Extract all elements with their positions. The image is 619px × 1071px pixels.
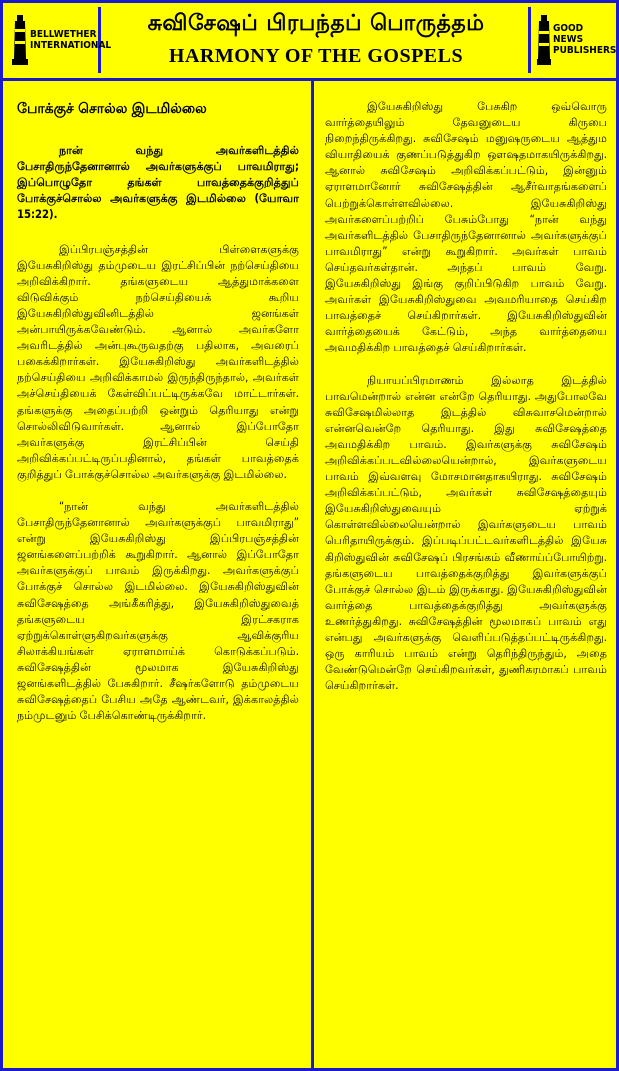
header <box>3 3 616 81</box>
right-paragraph-2: நியாயப்பிரமாணம் இல்லாத இடத்தில் பாவமென்றால் என்ன என்றே தெரியாது. அதுபோலவே சுவிசேஷமில்லாத இடத்தில் விசுவாசமென்றால் என்னவென்றே தெரியாது. இது சுவிசேஷத்தை அவமதிக்கிற பாவம். இவர்களுக்கு சுவிசேஷம் அறிவிக்கப்படவில்லையென்றால், இவர்களுடைய பாவம் இவ்வளவு மோசமானதாகயிராது. சுவிசேஷம் அறிவிக்கப்பட்டும், அவர்கள் சுவிசேஷத்தையும் இயேசுகிறிஸ்துவையும் ஏற்றுக் கொள்ளவில்லையென்றால் இவர்களுடைய பாவம் பெரிதாயிருக்கும். இப்படிப்பட்டவர்களிடத்தில் இயேசு கிறிஸ்துவின் சுவிசேஷப் பிரசங்கம் வீணாய்ப்போயிற்று. தங்களுடைய பாவத்தைக்குறித்து இவர்களுக்குப் போக்குச் சொல்ல இடம் இருக்காது. இயேசுகிறிஸ்துவின் வார்த்தை பாவத்தைக்குறித்து அவர்களுக்கு உணர்த்துகிறது. சுவிசேஷத்தின் மூலமாகப் பாவம் எது என்பது அவர்களுக்கு வெளிப்படுத்தப்பட்டிருக்கிறது. ஒரு காரியம் பாவம் என்று தெரிந்திருந்தும், அதை வேண்டுமென்றே செய்கிறவர்கள், துணிகரமாகப் பாவம் செய்கிறார்கள். <box>325 373 607 693</box>
english-title: HARMONY OF THE GOSPELS <box>168 45 464 67</box>
bellwether-logo-text: BELLWETHER INTERNATIONAL <box>30 29 112 51</box>
left-paragraph-2: “நான் வந்து அவர்களிடத்தில் பேசாதிருந்தேனானால் அவர்களுக்குப் பாவமிராது” என்று இயேசுகிறிஸ்து இப்பிரபஞ்சத்தின் ஜனங்களைப்பற்றிக் கூறுகிறார். ஆனால் இப்போதோ அவர்களுக்குப் பாவம் இருக்கிறது. அவர்களுக்குப் போக்குச் சொல்ல இடமில்லை. இயேசுகிறிஸ்துவின் சுவிசேஷத்தை அங்கீகரித்து, இயேசுகிறிஸ்துவைத் தங்களுடைய இரட்சகராக ஏற்றுக்கொள்ளுகிறவர்களுக்கு ஆவிக்குரிய சிலாக்கியங்கள் ஏராளமாய்க் கொடுக்கப்படும். சுவிசேஷத்தின் மூலமாக இயேசுகிறிஸ்து ஜனங்களிடத்தில் பேசுகிறார். சீஷர்களோடு தம்முடைய சுவிசேஷத்தைப் பேசிய அதே ஆண்டவர், இக்காலத்தில் நம்முடனும் பேசிக்கொண்டிருக்கிறார். <box>17 499 299 723</box>
good-news-logo-text: GOOD NEWS PUBLISHERS <box>553 23 617 56</box>
left-column <box>17 93 299 740</box>
lighthouse-icon <box>12 15 28 65</box>
scripture-verse: நான் வந்து அவர்களிடத்தில் பேசாதிருந்தேனானால் அவர்களுக்குப் பாவமிராது; இப்பொழுதோ தங்கள் பாவத்தைக்குறித்துப் போக்குச்சொல்ல அவர்களுக்கு இடமில்லை (யோவா 15:22). <box>17 144 299 222</box>
title-block <box>111 3 521 75</box>
right-paragraph-1: இயேசுகிறிஸ்து பேசுகிற ஒவ்வொரு வார்த்தையிலும் தேவனுடைய கிருபை நிறைந்திருக்கிறது. சுவிசேஷம் மனுஷருடைய ஆத்தும வியாதியைக் குணப்படுத்துகிற ஔஷதமாகயிருக்கிறது. ஆனால் சுவிசேஷம் அறிவிக்கப்பட்டும், இன்னும் ஏராளமானோர் சுவிசேஷத்தின் ஆசீர்வாதங்களைப் பெற்றுக்கொள்ளவில்லை. இயேசுகிறிஸ்து அவர்களைப்பற்றிப் பேசும்போது “நான் வந்து அவர்களிடத்தில் பேசாதிருந்தேனானால் அவர்களுக்குப் பாவமிராது” என்று கூறுகிறார். அவர்கள் பாவம் செய்தவர்கள்தான். அந்தப் பாவம் வேறு. இயேசுகிறிஸ்து இங்கு குறிப்பிடுகிற பாவம் வேறு. அவர்கள் இயேசுகிறிஸ்துவை அவமரியாதை செய்கிற பாவத்தைச் செய்கிறார்கள். இயேசுகிறிஸ்துவின் வார்த்தையைக் கேட்டும், அந்த வார்த்தையை அவமதிக்கிற பாவத்தைச் செய்கிறார்கள். <box>325 100 607 355</box>
column-divider <box>311 78 314 1071</box>
good-news-logo <box>528 7 617 73</box>
left-paragraph-1: இப்பிரபஞ்சத்தின் பிள்ளைகளுக்கு இயேசுகிறிஸ்து தம்முடைய இரட்சிப்பின் நற்செய்தியை அறிவிக்கிறார். தங்களுடைய ஆத்துமாக்களை விடுவிக்கும் நற்செய்தியைக் கூறிய இயேசுகிறிஸ்துவினிடத்தில் ஜனங்கள் அன்பாயிருக்கவேண்டும். ஆனால் அவர்களோ அவரிடத்தில் அன்புகூருவதற்கு பதிலாக, அவரைப் பகைக்கிறார்கள். இயேசுகிறிஸ்து அவர்களிடத்தில் நற்செய்தியை அறிவிக்காமல் இருந்திருந்தால், அவர்கள் அச்செய்தியைக் கேள்விப்பட்டிருக்கவே மாட்டார்கள். தங்களுக்கு அதைப்பற்றி ஒன்றும் தெரியாது என்று சொல்லிவிடுவார்கள். ஆனால் இப்போதோ அவர்களுக்கு இரட்சிப்பின் செய்தி அறிவிக்கப்பட்டிருப்பதினால், தங்கள் பாவத்தைக் குறித்துப் போக்குச்சொல்ல அவர்களுக்கு இடமில்லை. <box>17 242 299 481</box>
right-column <box>325 99 607 710</box>
tamil-title: சுவிசேஷப் பிரபந்தப் பொருத்தம் <box>147 11 485 36</box>
lighthouse-icon <box>537 15 551 65</box>
section-heading: போக்குச் சொல்ல இடமில்லை <box>17 101 207 117</box>
bellwether-logo <box>6 7 112 73</box>
